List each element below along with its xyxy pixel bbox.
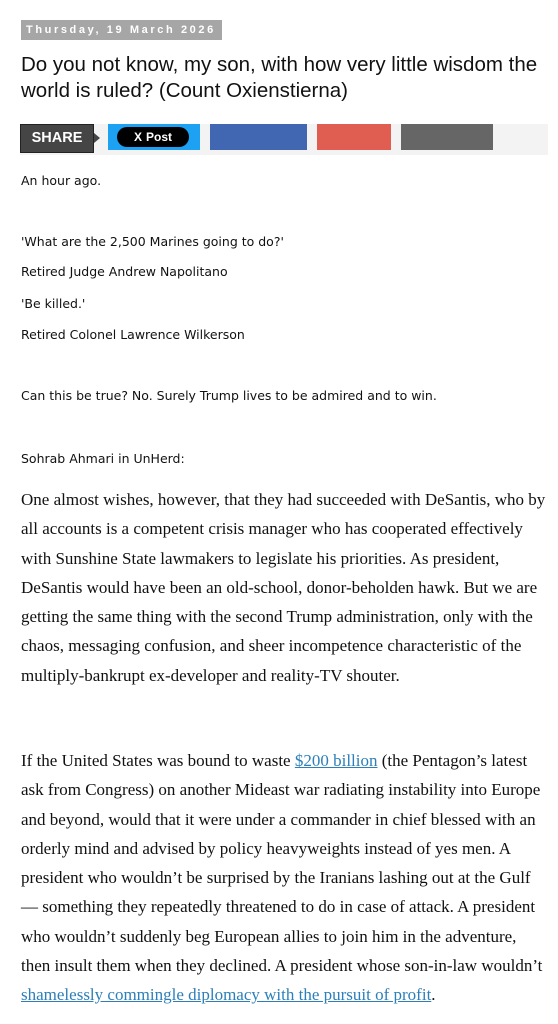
- quote-marines: 'What are the 2,500 Marines going to do?': [21, 234, 284, 249]
- link-200-billion[interactable]: $200 billion: [294, 751, 378, 770]
- para2-text-a: If the United States was bound to waste: [21, 751, 295, 770]
- post-title: Do you not know, my son, with how very little wisdom the world is ruled? (Count Oxienstierna): [21, 53, 538, 102]
- google-share-button[interactable]: [317, 124, 391, 150]
- email-share-button[interactable]: [401, 124, 493, 150]
- speaker-wilkerson: Retired Colonel Lawrence Wilkerson: [21, 327, 245, 342]
- x-logo-icon: X: [133, 130, 142, 144]
- post-date-badge: Thursday, 19 March 2026: [21, 20, 222, 40]
- share-label: SHARE: [20, 124, 94, 153]
- share-arrow-icon: [94, 133, 100, 143]
- x-share-button[interactable]: [108, 124, 200, 150]
- blockquote-paragraph-2: [21, 746, 549, 1010]
- speaker-napolitano: Retired Judge Andrew Napolitano: [21, 264, 228, 279]
- source-attribution: Sohrab Ahmari in UnHerd:: [21, 451, 185, 466]
- facebook-share-button[interactable]: [210, 124, 307, 150]
- x-post-label: Post: [146, 130, 173, 144]
- blockquote-paragraph-1: One almost wishes, however, that they had succeeded with DeSantis, who by all accounts is a competent crisis manager who has cooperated effectively with Sunshine State lawmakers to legislate his priorities. As president, DeSantis would have been an old-school, donor-beholden hawk. But we are getting the same thing with the second Trump administration, only with the chaos, messaging confusion, and sheer incompetence characteristic of the multiply-bankrupt ex-developer and reality-TV shouter.: [21, 490, 546, 685]
- quote-be-killed: 'Be killed.': [21, 296, 86, 311]
- share-bar: [20, 124, 548, 155]
- para2-text-c: .: [431, 985, 436, 1005]
- question-line: Can this be true? No. Surely Trump lives to be admired and to win.: [21, 388, 437, 403]
- post-intro: An hour ago.: [21, 173, 102, 188]
- para2-text-b: (the Pentagon’s latest ask from Congress) on another Mideast war radiating instability into Europe and beyond, would that it were under a commander in chief blessed with an orderly mind and advised by policy heavyweights instead of yes men. A president who wouldn’t be surprised by the Iranians lashing out at the Gulf — something they repeatedly threatened to do in case of attack. A president who wouldn’t suddenly beg European allies to join him in the adventure, then insult them when they declined. A president whose son-in-law wouldn’t: [21, 751, 543, 976]
- link-commingle-diplomacy[interactable]: shamelessly commingle diplomacy with the pursuit of profit: [21, 985, 432, 1005]
- x-post-pill[interactable]: [117, 127, 189, 147]
